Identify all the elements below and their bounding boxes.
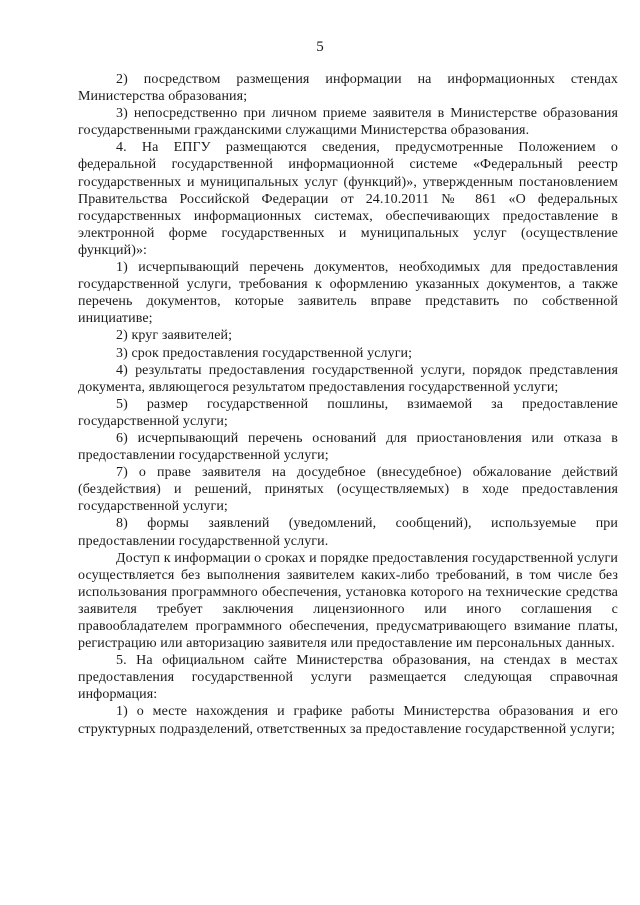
page-number: 5 bbox=[316, 39, 324, 55]
paragraph-list-item-5: 5) размер государственной пошлины, взимаемой за предоставление государственной услуги; bbox=[78, 396, 618, 429]
paragraph-list-item-7: 7) о праве заявителя на досудебное (внесудебное) обжалование действий (бездействия) и решений, принятых (осуществляемых) в ходе предоставления государственной услуги; bbox=[78, 465, 618, 515]
paragraph-list-item-4: 4) результаты предоставления государственной услуги, порядок представления документа, являющегося результатом предоставления государственной услуги; bbox=[78, 362, 618, 395]
paragraph-reference-item-1: 1) о месте нахождения и графике работы Министерства образования и его структурных подразделений, ответственных за предоставление государственной услуги; bbox=[78, 704, 618, 737]
paragraph-section-4-epgu: 4. На ЕПГУ размещаются сведения, предусмотренные Положением о федеральной государственной информационной системе «Федеральный реестр государственных и муниципальных услуг (функций)», утвержденным постановлением Правительства Российской Федерации от 24.10.2011 № 861 «О федеральных государственных информационных системах, обеспечивающих предоставление в электронной форме государственных и муниципальных услуг (осуществление функций)»: bbox=[78, 140, 618, 258]
paragraph-list-item-1: 1) исчерпывающий перечень документов, необходимых для предоставления государственной услуги, требования к оформлению указанных документов, а также перечень документов, которые заявитель вправе представить по собственной инициативе; bbox=[78, 260, 618, 327]
paragraph-item-2-info-stands: 2) посредством размещения информации на информационных стендах Министерства образования; bbox=[78, 72, 618, 105]
paragraph-list-item-8: 8) формы заявлений (уведомлений, сообщений), используемые при предоставлении государственной услуги. bbox=[78, 516, 618, 549]
paragraph-item-3-personal-reception: 3) непосредственно при личном приеме заявителя в Министерстве образования государственными гражданскими служащими Министерства образования. bbox=[78, 106, 618, 139]
paragraph-section-5-official-site: 5. На официальном сайте Министерства образования, на стендах в местах предоставления государственной услуги размещается следующая справочная информация: bbox=[78, 653, 618, 703]
paragraph-list-item-3: 3) срок предоставления государственной услуги; bbox=[116, 345, 413, 361]
paragraph-list-item-6: 6) исчерпывающий перечень оснований для приостановления или отказа в предоставлении государственной услуги; bbox=[78, 430, 618, 464]
paragraph-access-info: Доступ к информации о сроках и порядке предоставления государственной услуги осуществляется без выполнения заявителем каких-либо требований, в том числе без использования программного обеспечения, установка которого на технические средства заявителя требует заключения лицензионного или иного соглашения с правообладателем программного обеспечения, предусматривающего взимание платы, регистрацию или авторизацию заявителя или предоставление им персональных данных. bbox=[78, 550, 618, 652]
paragraph-list-item-2: 2) круг заявителей; bbox=[116, 328, 233, 344]
document-body bbox=[78, 71, 618, 738]
